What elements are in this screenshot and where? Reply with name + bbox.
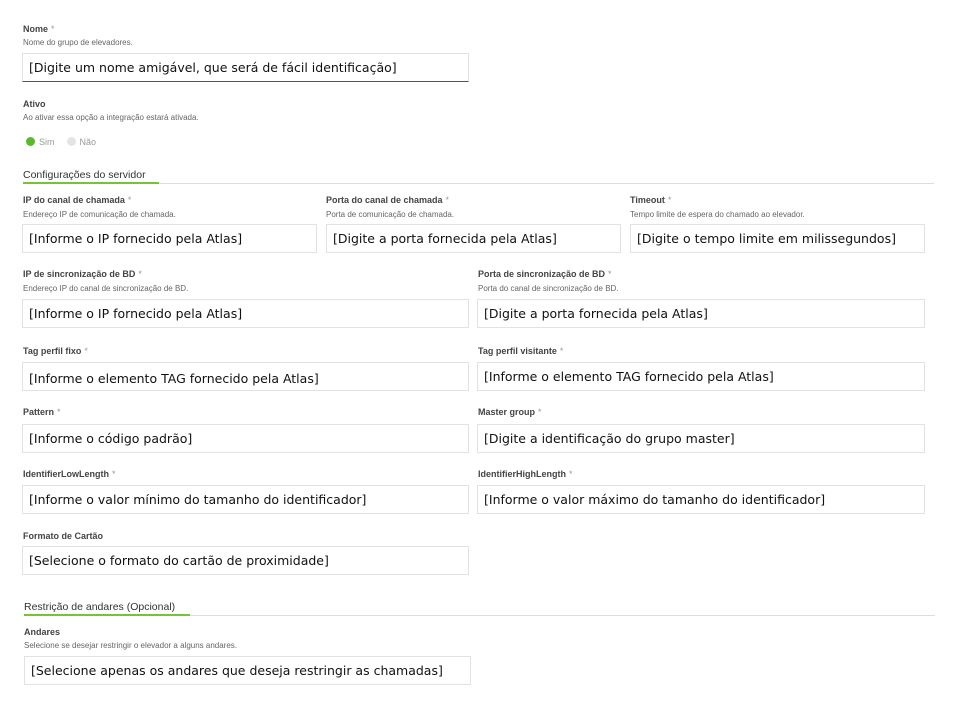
ativo-radio-group [26, 133, 108, 151]
nome-label: Nome * [23, 24, 55, 34]
porta-sinc-help: Porta do canal de sincronização de BD. [478, 284, 619, 293]
section-restricao-accent [24, 614, 190, 616]
ip-sinc-input[interactable]: [Informe o IP fornecido pela Atlas] [22, 299, 469, 328]
tag-fixo-label: Tag perfil fixo * [23, 346, 88, 356]
identifier-high-input[interactable]: [Informe o valor máximo do tamanho do identificador] [477, 485, 925, 514]
tag-visitante-input[interactable]: [Informe o elemento TAG fornecido pela Atlas] [477, 362, 925, 391]
pattern-input[interactable]: [Informe o código padrão] [22, 424, 469, 453]
formato-cartao-select[interactable]: [Selecione o formato do cartão de proximidade] [22, 546, 469, 575]
porta-sinc-label: Porta de sincronização de BD * [478, 269, 612, 279]
section-servidor-rule [23, 183, 934, 184]
porta-chamada-label: Porta do canal de chamada * [326, 195, 450, 205]
pattern-label: Pattern * [23, 407, 61, 417]
timeout-input[interactable]: [Digite o tempo limite em milissegundos] [630, 224, 925, 253]
radio-nao[interactable] [67, 137, 76, 146]
timeout-help: Tempo limite de espera do chamado ao elevador. [630, 210, 805, 219]
ativo-label: Ativo [23, 99, 46, 109]
tag-fixo-input[interactable]: [Informe o elemento TAG fornecido pela Atlas] [22, 362, 469, 391]
porta-chamada-help: Porta de comunicação de chamada. [326, 210, 455, 219]
porta-sinc-input[interactable]: [Digite a porta fornecida pela Atlas] [477, 299, 925, 328]
andares-label: Andares [24, 627, 61, 637]
section-restricao-title: Restrição de andares (Opcional) [24, 601, 176, 613]
ip-sinc-help: Endereço IP do canal de sincronização de BD. [23, 284, 189, 293]
master-group-input[interactable]: [Digite a identificação do grupo master] [477, 424, 925, 453]
radio-nao-label[interactable]: Não [79, 136, 97, 147]
master-group-label: Master group * [478, 407, 542, 417]
ativo-help: Ao ativar essa opção a integração estará ativada. [23, 113, 199, 122]
radio-sim-label[interactable]: Sim [39, 136, 55, 147]
identifier-high-label: IdentifierHighLength * [478, 469, 573, 479]
identifier-low-input[interactable]: [Informe o valor mínimo do tamanho do identificador] [22, 485, 469, 514]
ip-chamada-help: Endereço IP de comunicação de chamada. [23, 210, 176, 219]
ip-chamada-label: IP do canal de chamada * [23, 195, 132, 205]
formato-cartao-label: Formato de Cartão [23, 531, 104, 541]
tag-visitante-label: Tag perfil visitante * [478, 346, 564, 356]
radio-sim[interactable] [26, 137, 35, 146]
andares-help: Selecione se desejar restringir o elevador a alguns andares. [24, 641, 238, 650]
section-servidor-accent [23, 182, 159, 184]
nome-input[interactable]: [Digite um nome amigável, que será de fácil identificação] [22, 53, 469, 82]
section-servidor-title: Configurações do servidor [23, 169, 146, 181]
timeout-label: Timeout * [630, 195, 672, 205]
porta-chamada-input[interactable]: [Digite a porta fornecida pela Atlas] [326, 224, 621, 253]
nome-help: Nome do grupo de elevadores. [23, 38, 133, 47]
identifier-low-label: IdentifierLowLength * [23, 469, 116, 479]
ip-sinc-label: IP de sincronização de BD * [23, 269, 142, 279]
ip-chamada-input[interactable]: [Informe o IP fornecido pela Atlas] [22, 224, 317, 253]
andares-select[interactable]: [Selecione apenas os andares que deseja restringir as chamadas] [24, 656, 471, 685]
